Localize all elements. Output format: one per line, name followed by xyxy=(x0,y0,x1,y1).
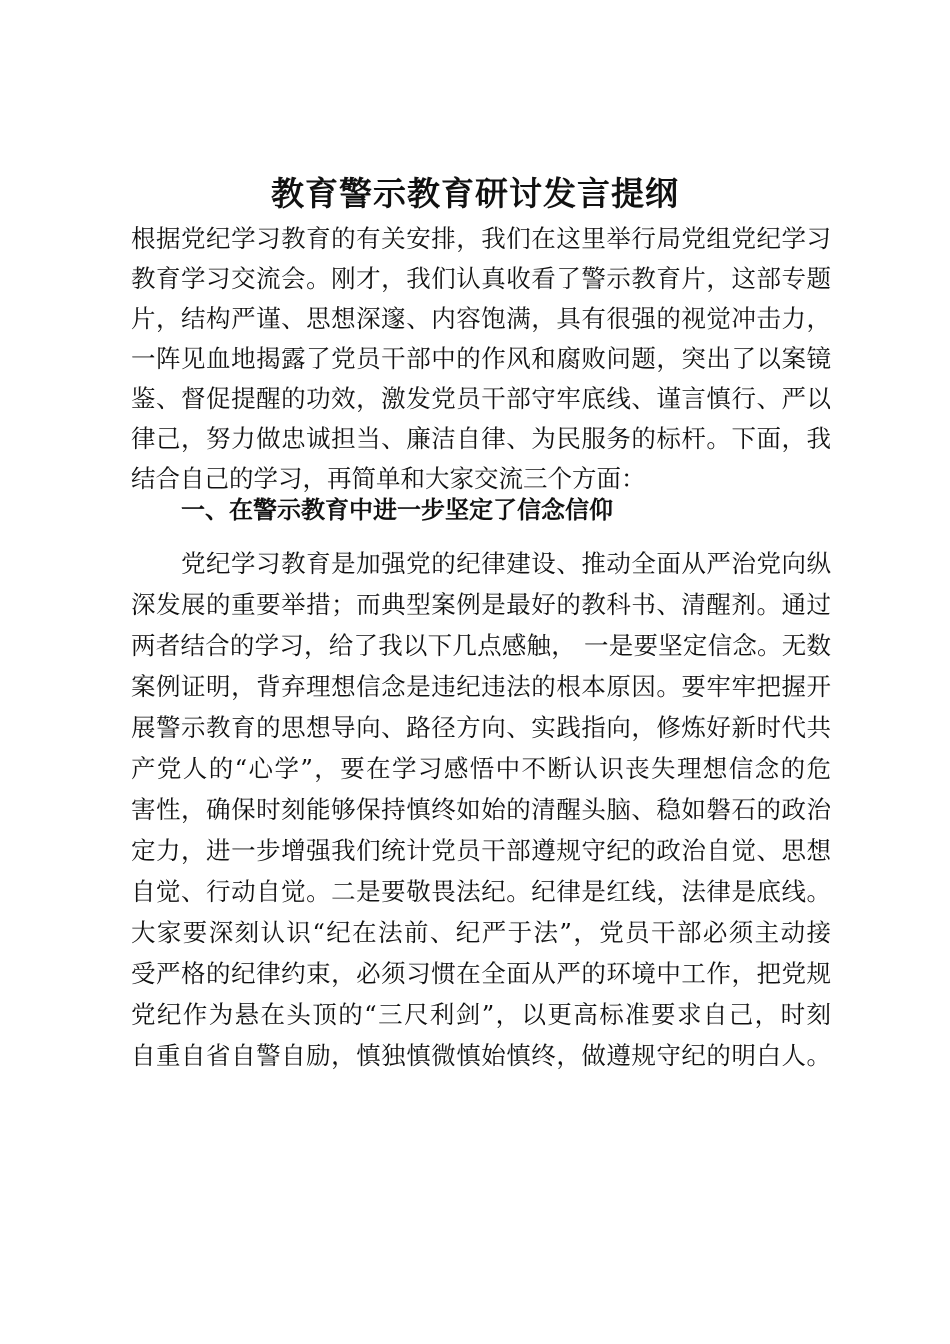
intro-line-2: 教育学习交流会。刚才，我们认真收看了警示教育片，这部专题 xyxy=(131,264,831,293)
intro-line-1: 根据党纪学习教育的有关安排，我们在这里举行局党组党纪学习 xyxy=(131,224,831,253)
section1-line-9: 自觉、行动自觉。二是要敬畏法纪。纪律是红线，法律是底线。 xyxy=(131,877,831,906)
section1-line-4: 案例证明，背弃理想信念是违纪违法的根本原因。要牢牢把握开 xyxy=(131,672,831,701)
section1-line-10: 大家要深刻认识“纪在法前、纪严于法”，党员干部必须主动接 xyxy=(131,918,831,947)
section1-line-6: 产党人的“心学”，要在学习感悟中不断认识丧失理想信念的危 xyxy=(131,754,831,783)
intro-line-7: 结合自己的学习，再简单和大家交流三个方面： xyxy=(131,464,646,493)
section1-line-3: 两者结合的学习，给了我以下几点感触， 一是要坚定信念。无数 xyxy=(131,631,831,660)
section1-line-2: 深发展的重要举措；而典型案例是最好的教科书、清醒剂。通过 xyxy=(131,590,831,619)
section1-line-1: 党纪学习教育是加强党的纪律建设、推动全面从严治党向纵 xyxy=(181,549,831,578)
section1-line-8: 定力，进一步增强我们统计党员干部遵规守纪的政治自觉、思想 xyxy=(131,836,831,865)
section-heading-1: 一、在警示教育中进一步坚定了信念信仰 xyxy=(181,496,613,524)
section1-line-5: 展警示教育的思想导向、路径方向、实践指向，修炼好新时代共 xyxy=(131,713,831,742)
section1-line-13: 自重自省自警自励，慎独慎微慎始慎终，做遵规守纪的明白人。 xyxy=(131,1041,831,1070)
intro-line-3: 片，结构严谨、思想深邃、内容饱满，具有很强的视觉冲击力， xyxy=(131,304,831,333)
section1-line-7: 害性，确保时刻能够保持慎终如始的清醒头脑、稳如磐石的政治 xyxy=(131,795,831,824)
section1-line-12: 党纪作为悬在头顶的“三尺利剑”，以更高标准要求自己，时刻 xyxy=(131,1000,831,1029)
intro-line-5: 鉴、督促提醒的功效，激发党员干部守牢底线、谨言慎行、严以 xyxy=(131,384,831,413)
intro-line-4: 一阵见血地揭露了党员干部中的作风和腐败问题，突出了以案镜 xyxy=(131,344,831,373)
intro-line-6: 律己，努力做忠诚担当、廉洁自律、为民服务的标杆。下面，我 xyxy=(131,424,831,453)
document-title: 教育警示教育研讨发言提纲 xyxy=(271,174,679,213)
section1-line-11: 受严格的纪律约束，必须习惯在全面从严的环境中工作，把党规 xyxy=(131,959,831,988)
